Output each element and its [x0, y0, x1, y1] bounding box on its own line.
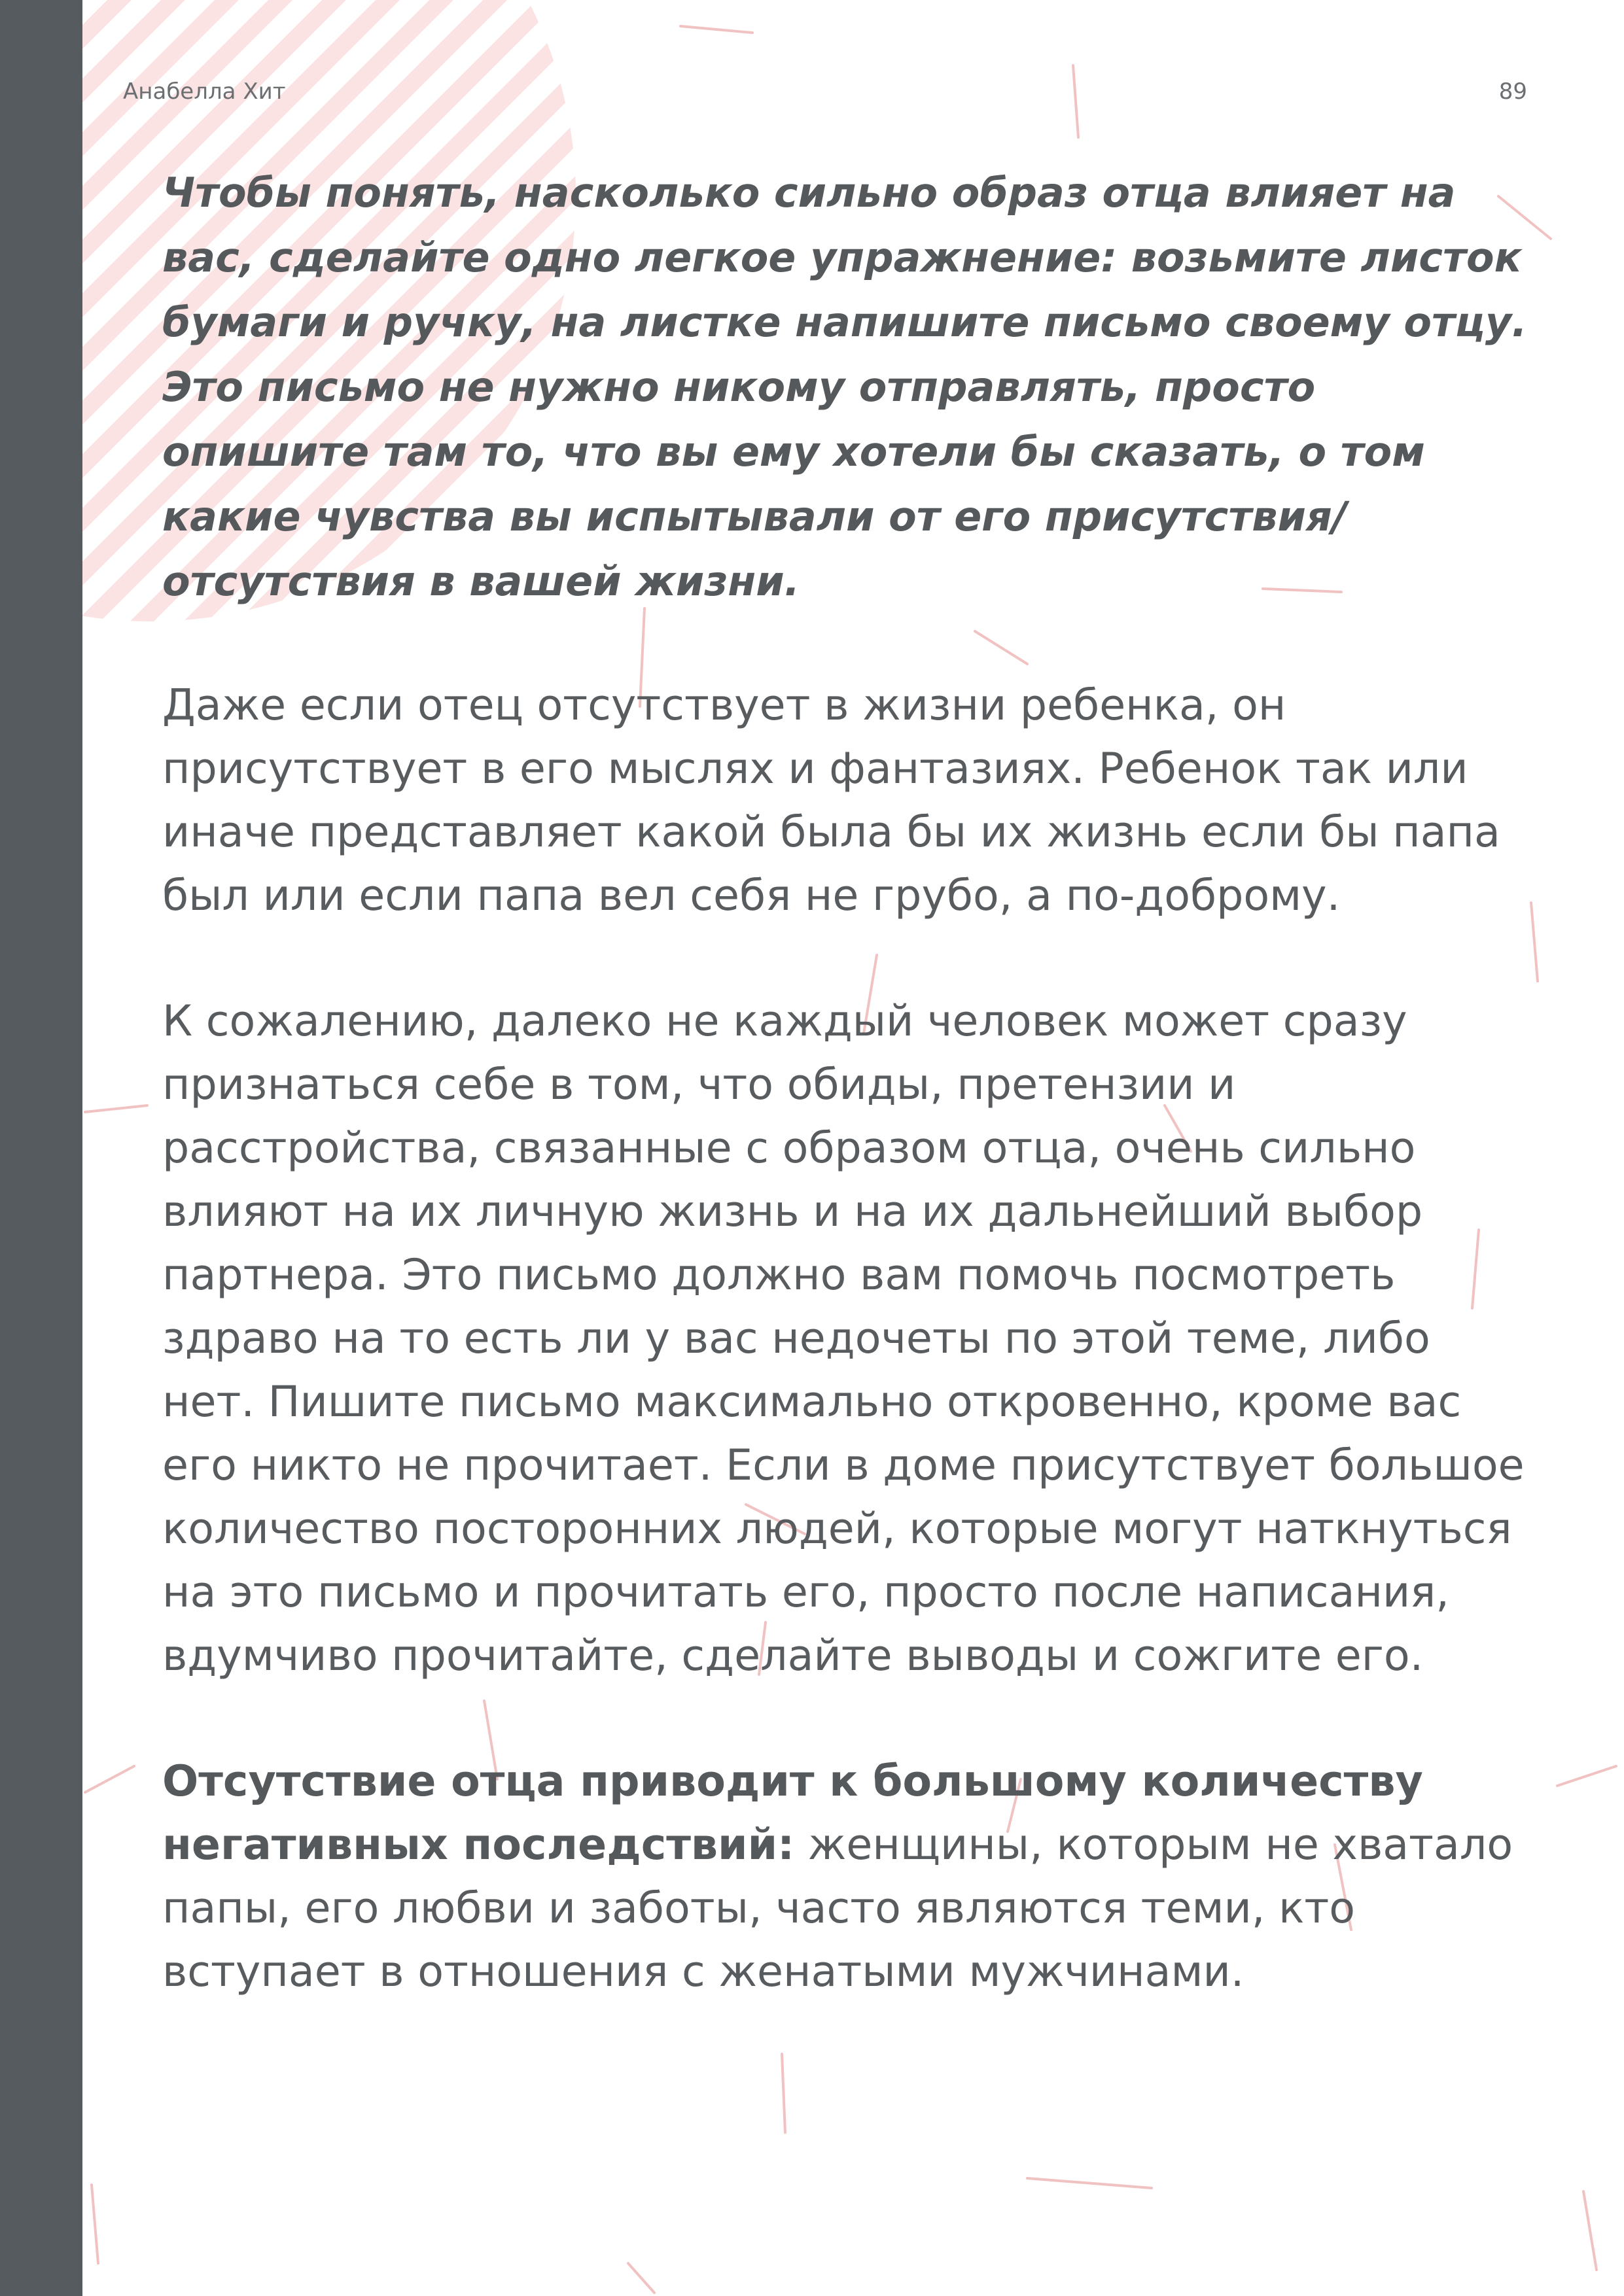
paragraph-consequences	[162, 1750, 1530, 2004]
header-author: Анабелла Хит	[123, 78, 286, 105]
paragraph-absent-father: Даже если отец отсутствует в жизни ребенка, он присутствует в его мыслях и фантазиях. Ребенок так или иначе представляет какой была бы их жизнь если бы папа был или если папа вел себя не грубо, а по-доброму.	[162, 681, 1500, 920]
paragraph-letter-exercise: К сожалению, далеко не каждый человек может сразу признаться себе в том, что обиды, претензии и расстройства, связанные с образом отца, очень сильно влияют на их личную жизнь и на их дальнейший выбор партнера. Это письмо должно вам помочь посмотреть здраво на то есть ли у вас недочеты по этой теме, либо нет. Пишите письмо максимально откровенно, кроме вас его никто не прочитает. Если в доме присутствует большое количество посторонних людей, которые могут наткнуться на это письмо и прочитать его, просто после написания, вдумчиво прочитайте, сделайте выводы и сожгите его.	[162, 997, 1525, 1680]
page-content	[162, 160, 1530, 2066]
exercise-intro: Чтобы понять, насколько сильно образ отца влияет на вас, сделайте одно легкое упражнение: возьмите листок бумаги и ручку, на листке напишите письмо своему отцу. Это письмо не нужно никому отправлять, просто опишите там то, что вы ему хотели бы сказать, о том какие чувства вы испытывали от его присутствия/отсутствия в вашей жизни.	[162, 169, 1527, 605]
page-number: 89	[1498, 78, 1527, 105]
consequences-lead: Отсутствие отца приводит к большому количеству негативных последствий:	[162, 1757, 1423, 1870]
consequences-text: женщины, которым не хватало папы, его любви и заботы, часто являются теми, кто вступает в отношения с женатыми мужчинами.	[162, 1820, 1513, 1996]
